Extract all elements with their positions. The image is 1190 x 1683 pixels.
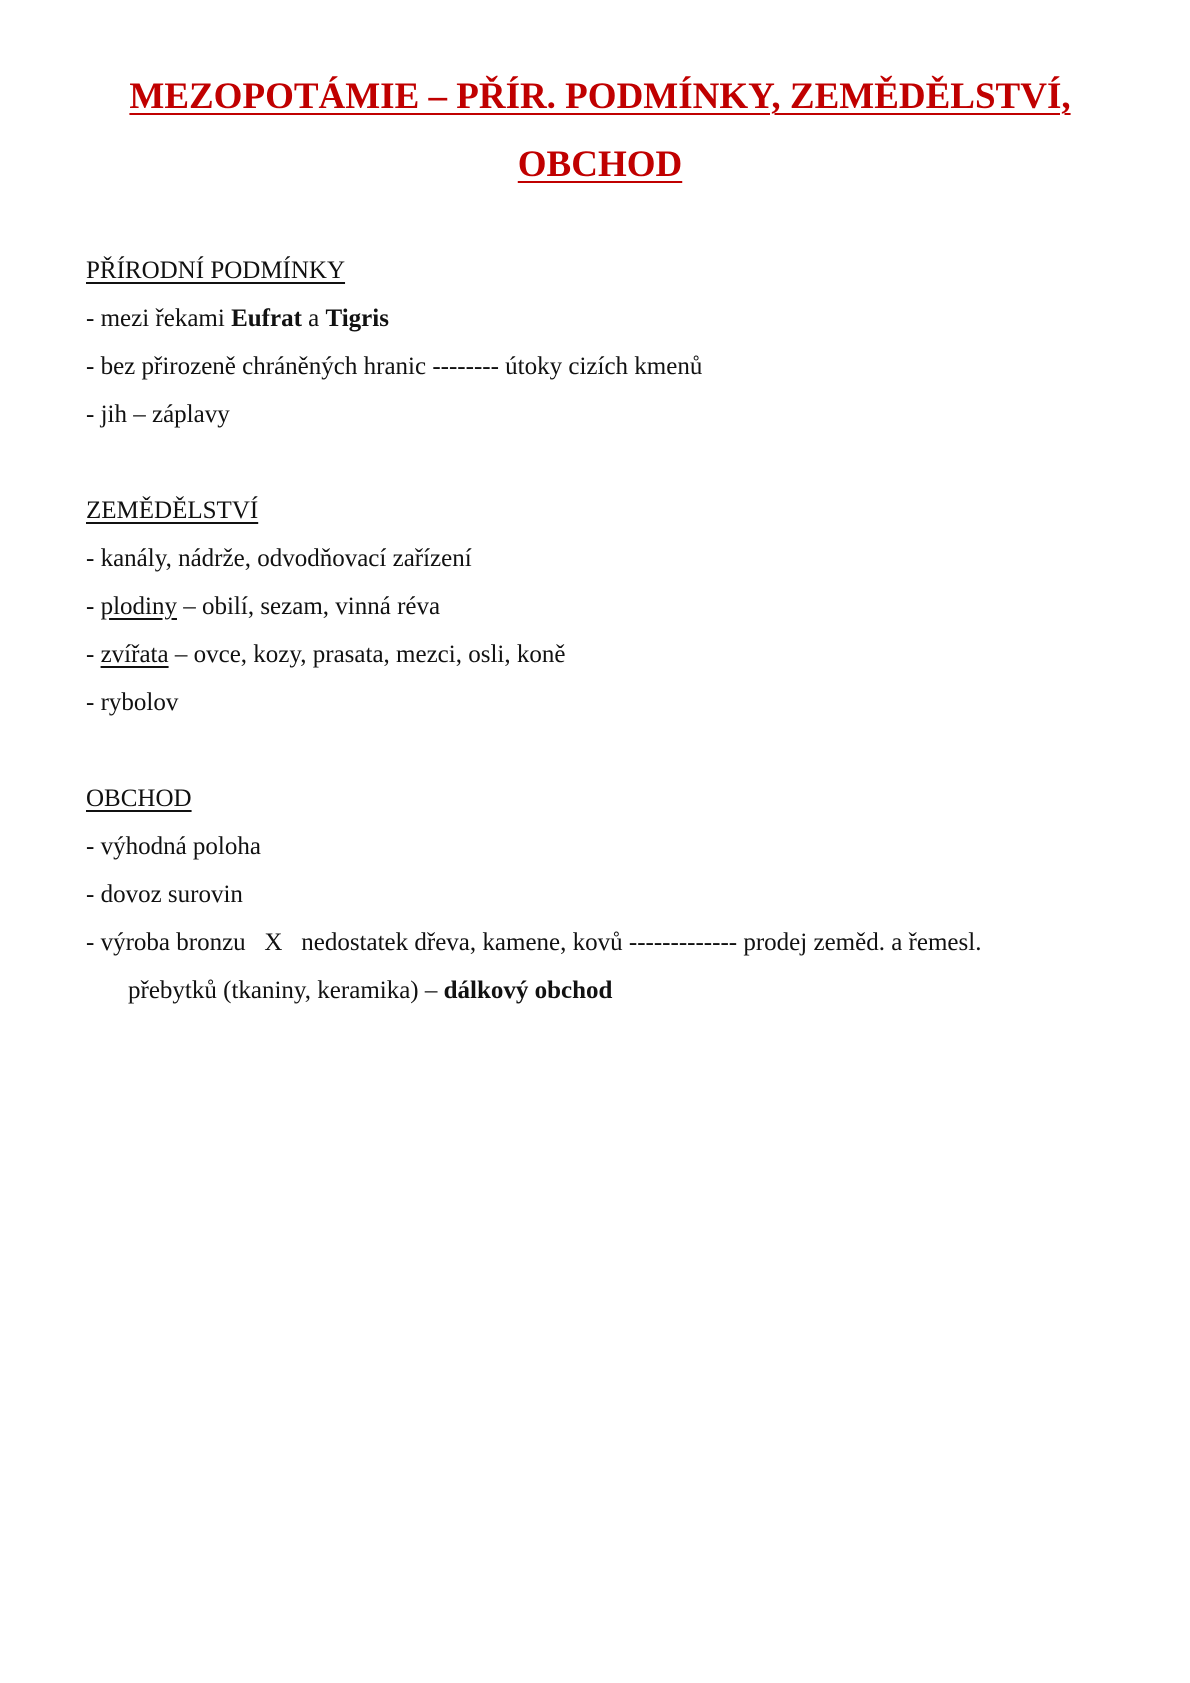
text-line-crops [86,594,440,619]
bold-term-eufrat: Eufrat [231,305,302,332]
text-line-floods: - jih – záplavy [86,401,230,428]
text-line-surplus [128,978,612,1003]
text-fragment: – ovce, kozy, prasata, mezci, osli, koně [168,641,566,668]
underlined-term-crops: plodiny [100,593,177,620]
section-heading-natural-conditions: PŘÍRODNÍ PODMÍNKY [86,257,346,284]
text-line-animals [86,642,565,667]
section-heading-trade: OBCHOD [86,785,192,812]
document-title-line-2: OBCHOD [517,144,683,185]
text-fragment: - mezi řekami [86,305,232,332]
text-fragment: - [86,593,101,620]
text-line-borders: - bez přirozeně chráněných hranic -------- útoky cizích kmenů [86,353,703,380]
bold-term-tigris: Tigris [325,305,389,332]
text-line-rivers [86,306,389,331]
text-fragment: přebytků (tkaniny, keramika) – [128,977,444,1004]
bold-term-long-distance-trade: dálkový obchod [443,977,613,1004]
text-line-fishing: - rybolov [86,689,179,716]
text-line-imports: - dovoz surovin [86,881,243,908]
text-fragment: a [301,305,326,332]
underlined-term-animals: zvířata [100,641,169,668]
section-heading-agriculture: ZEMĚDĚLSTVÍ [86,497,259,524]
text-line-location: - výhodná poloha [86,833,261,860]
text-fragment: - [86,641,101,668]
text-line-canals: - kanály, nádrže, odvodňovací zařízení [86,545,472,572]
document-title-line-1: MEZOPOTÁMIE – PŘÍR. PODMÍNKY, ZEMĚDĚLSTVÍ, [129,76,1071,117]
text-fragment: – obilí, sezam, vinná réva [176,593,441,620]
text-line-bronze: - výroba bronzu X nedostatek dřeva, kamene, kovů ------------- prodej zeměd. a řemesl. [86,929,982,956]
